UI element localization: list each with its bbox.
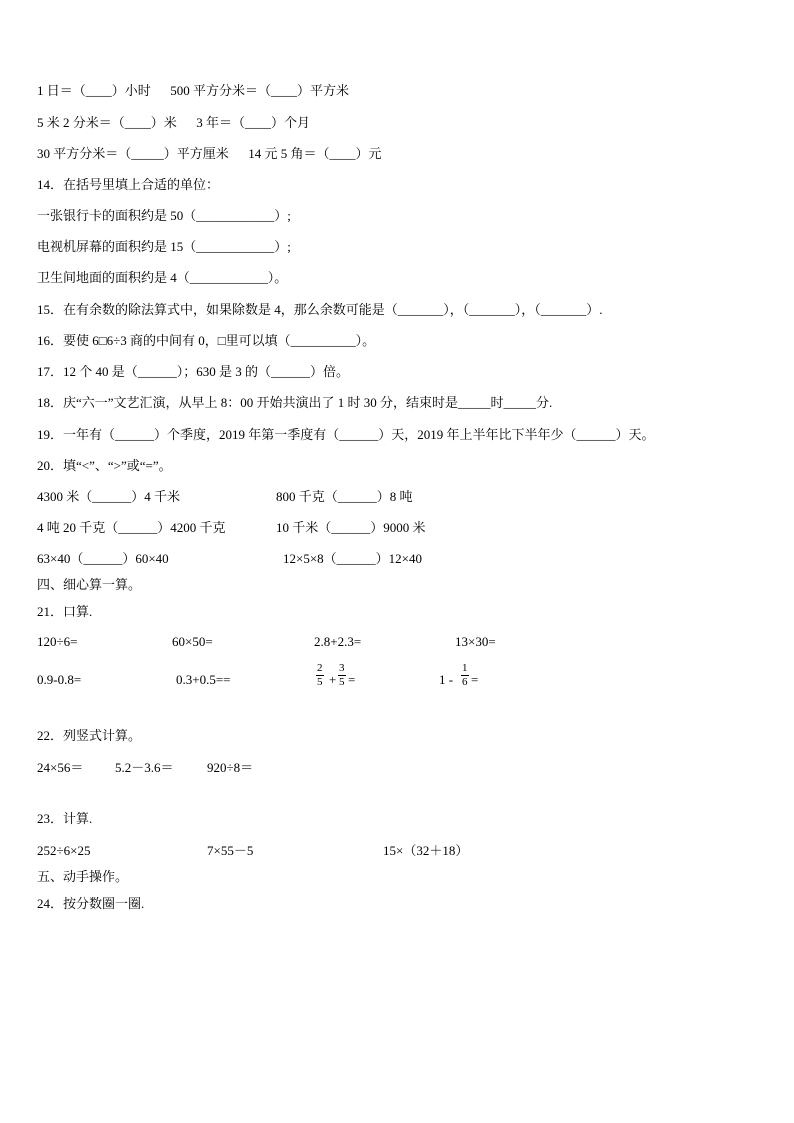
q15-text: 15．在有余数的除法算式中，如果除数是 4，那么余数可能是（_______），（_______），（_______）. (37, 302, 603, 317)
q22-item-3: 920÷8＝ (207, 760, 254, 775)
fraction-denominator: 5 (317, 676, 323, 688)
section-4-heading: 四、细心算一算。 (37, 577, 142, 592)
q14-item-1: 一张银行卡的面积约是 50（____________）; (37, 208, 291, 223)
q20-row1-right: 800 千克（______）8 吨 (276, 489, 413, 504)
fraction-two-fifths (316, 663, 324, 688)
q21-item-3: 2.8+2.3= (314, 634, 362, 649)
equals-sign: = (348, 672, 356, 687)
q22-heading: 22．列竖式计算。 (37, 728, 142, 743)
fraction-denominator: 6 (462, 676, 468, 688)
q23-item-3: 15×（32＋18） (383, 843, 469, 858)
fraction-numerator: 2 (317, 662, 323, 674)
fraction-numerator: 1 (462, 662, 468, 674)
q14-heading: 14．在括号里填上合适的单位： (37, 177, 220, 192)
minuend-one: 1 - (439, 672, 454, 687)
q17-text: 17．12 个 40 是（______）；630 是 3 的（______）倍。 (37, 364, 350, 379)
plus-sign: + (329, 672, 337, 687)
q22-item-2: 5.2－3.6＝ (115, 760, 174, 775)
q21-item-2: 60×50= (172, 634, 213, 649)
q23-heading: 23．计算. (37, 811, 93, 826)
q24-text: 24．按分数圈一圈. (37, 896, 145, 911)
unit-conversion-line-3: 30 平方分米＝（_____）平方厘米 14 元 5 角＝（____）元 (37, 146, 382, 161)
q14-item-3: 卫生间地面的面积约是 4（____________）。 (37, 270, 288, 285)
q20-row3-left: 63×40（______）60×40 (37, 551, 169, 566)
q21-item-6: 0.3+0.5== (176, 672, 231, 687)
unit-conversion-line-2: 5 米 2 分米＝（____）米 3 年＝（____）个月 (37, 115, 311, 130)
equals-sign: = (471, 672, 479, 687)
q20-row2-right: 10 千米（______）9000 米 (276, 520, 426, 535)
q21-item-4: 13×30= (455, 634, 496, 649)
q21-heading: 21．口算. (37, 604, 93, 619)
q23-item-1: 252÷6×25 (37, 843, 91, 858)
q14-item-2: 电视机屏幕的面积约是 15（____________）; (37, 239, 291, 254)
q19-text: 19．一年有（______）个季度，2019 年第一季度有（______）天，2019 年上半年比下半年少（______）天。 (37, 427, 655, 442)
q20-heading: 20．填“<”、“>”或“=”。 (37, 458, 172, 473)
q20-row3-right: 12×5×8（______）12×40 (283, 551, 422, 566)
q21-item-1: 120÷6= (37, 634, 78, 649)
fraction-denominator: 5 (339, 676, 345, 688)
q20-row2-left: 4 吨 20 千克（______）4200 千克 (37, 520, 226, 535)
q18-text: 18．庆“六一”文艺汇演，从早上 8：00 开始共演出了 1 时 30 分，结束时是_____时_____分. (37, 395, 553, 410)
q23-item-2: 7×55－5 (207, 843, 254, 858)
fraction-three-fifths (338, 663, 346, 688)
fraction-numerator: 3 (339, 662, 345, 674)
q21-item-5: 0.9-0.8= (37, 672, 82, 687)
section-5-heading: 五、动手操作。 (37, 869, 129, 884)
fraction-one-sixth (461, 663, 469, 688)
unit-conversion-line-1: 1 日＝（____）小时 500 平方分米＝（____）平方米 (37, 83, 350, 98)
q16-text: 16．要使 6□6÷3 商的中间有 0，□里可以填（__________）。 (37, 333, 376, 348)
q22-item-1: 24×56＝ (37, 760, 84, 775)
q20-row1-left: 4300 米（______）4 千米 (37, 489, 181, 504)
